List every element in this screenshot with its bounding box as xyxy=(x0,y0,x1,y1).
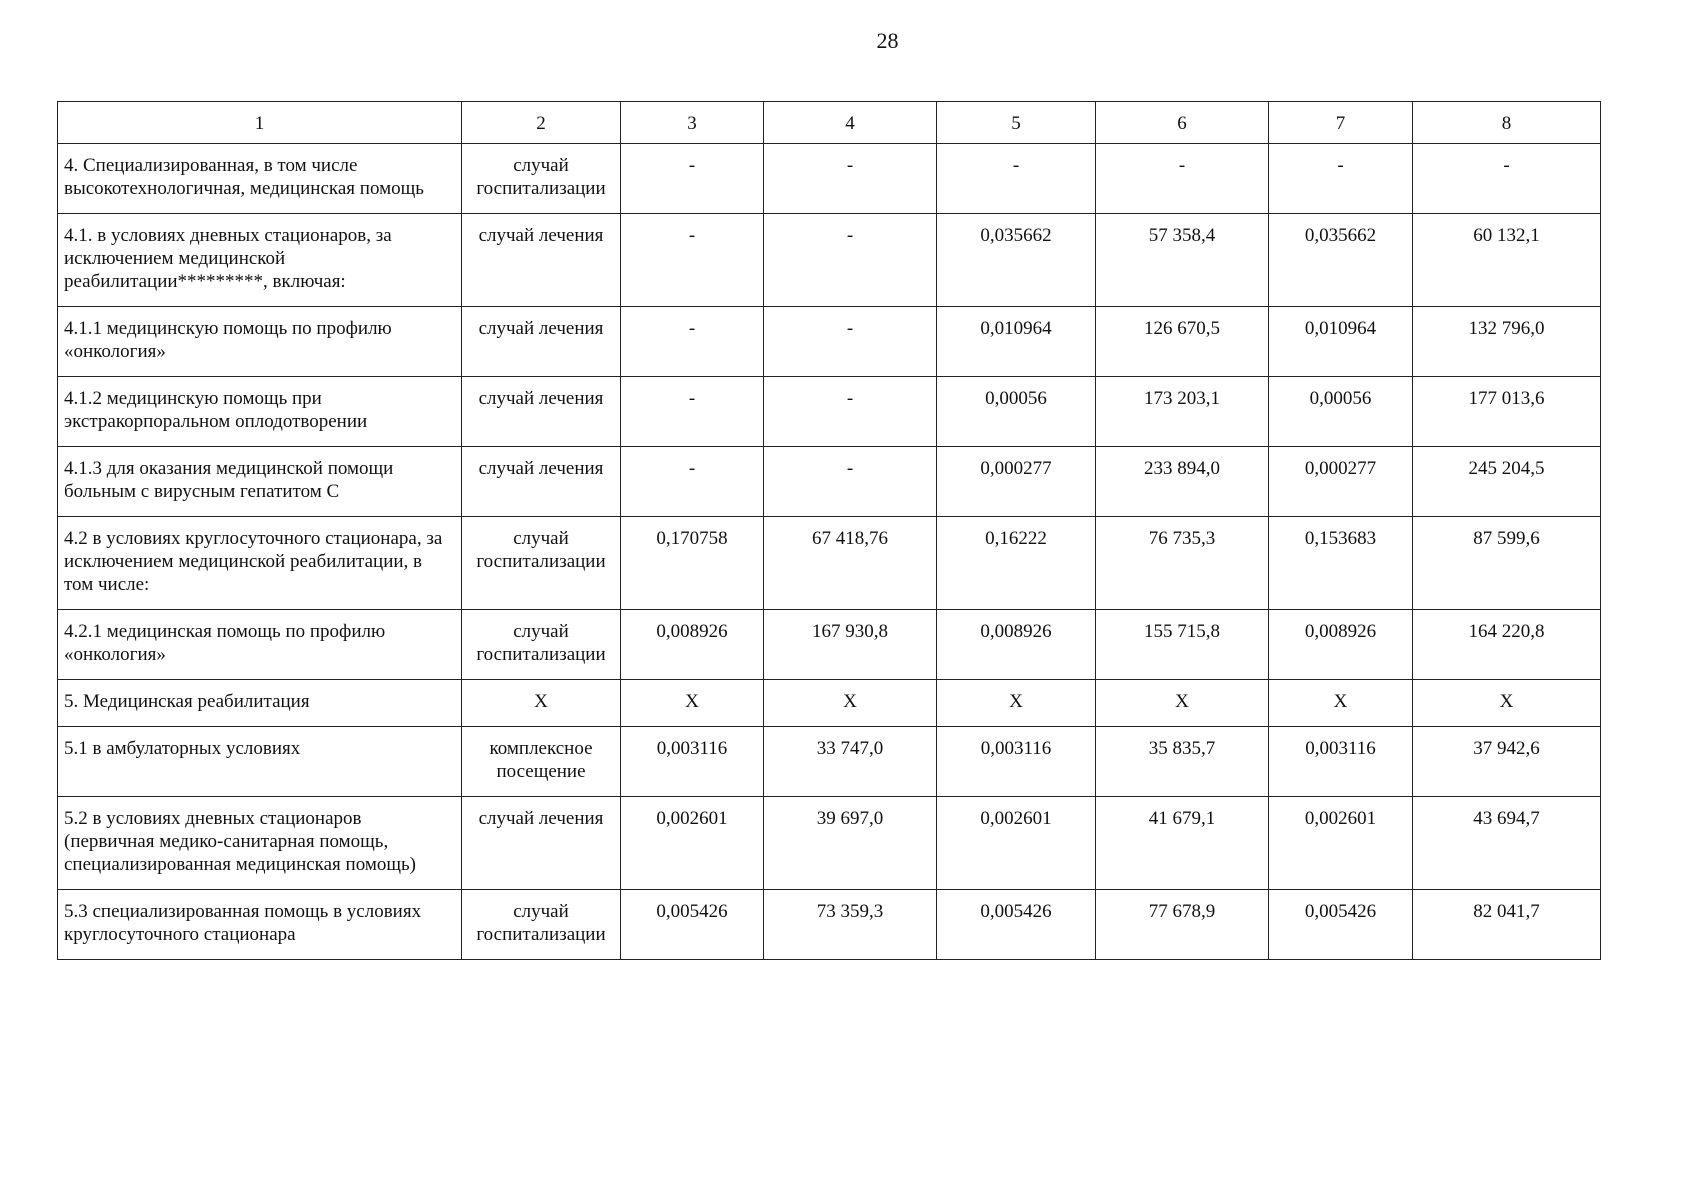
cell-value: 0,005426 xyxy=(937,890,1096,960)
cell-unit: случай госпитализации xyxy=(462,610,621,680)
table-header xyxy=(58,102,1601,144)
cell-service-type: 4. Специализированная, в том числе высокотехнологичная, медицинская помощь xyxy=(58,144,462,214)
cell-value: - xyxy=(621,377,764,447)
table-row xyxy=(58,307,1601,377)
cell-service-type: 4.2.1 медицинская помощь по профилю «онкология» xyxy=(58,610,462,680)
cell-value: - xyxy=(1413,144,1601,214)
table-row xyxy=(58,214,1601,307)
cell-service-type: 4.1.3 для оказания медицинской помощи больным с вирусным гепатитом С xyxy=(58,447,462,517)
cell-value: 132 796,0 xyxy=(1413,307,1601,377)
cell-service-type: 5.3 специализированная помощь в условиях круглосуточного стационара xyxy=(58,890,462,960)
cell-value: 37 942,6 xyxy=(1413,727,1601,797)
cell-value: - xyxy=(764,144,937,214)
cell-value: 33 747,0 xyxy=(764,727,937,797)
cell-service-type: 5. Медицинская реабилитация xyxy=(58,680,462,727)
cell-value: 0,005426 xyxy=(621,890,764,960)
cell-value: - xyxy=(764,377,937,447)
cell-service-type: 5.1 в амбулаторных условиях xyxy=(58,727,462,797)
column-header-5: 5 xyxy=(937,102,1096,144)
cell-value: 0,008926 xyxy=(937,610,1096,680)
cell-value: Х xyxy=(937,680,1096,727)
cell-unit: случай лечения xyxy=(462,377,621,447)
cell-unit: Х xyxy=(462,680,621,727)
cell-value: 39 697,0 xyxy=(764,797,937,890)
cell-value: 0,003116 xyxy=(621,727,764,797)
cell-value: 35 835,7 xyxy=(1096,727,1269,797)
cell-value: 73 359,3 xyxy=(764,890,937,960)
cell-value: Х xyxy=(621,680,764,727)
cell-value: Х xyxy=(764,680,937,727)
column-header-4: 4 xyxy=(764,102,937,144)
cell-value: - xyxy=(937,144,1096,214)
column-header-6: 6 xyxy=(1096,102,1269,144)
cell-service-type: 5.2 в условиях дневных стационаров (первичная медико-санитарная помощь, специализированная медицинская помощь) xyxy=(58,797,462,890)
cell-unit: случай лечения xyxy=(462,447,621,517)
cell-value: 57 358,4 xyxy=(1096,214,1269,307)
table-row xyxy=(58,797,1601,890)
cell-value: 41 679,1 xyxy=(1096,797,1269,890)
cell-value: Х xyxy=(1269,680,1413,727)
cell-value: - xyxy=(764,214,937,307)
cell-value: 173 203,1 xyxy=(1096,377,1269,447)
cell-value: - xyxy=(621,214,764,307)
table-row xyxy=(58,447,1601,517)
cell-value: 0,170758 xyxy=(621,517,764,610)
cell-unit: комплексное посещение xyxy=(462,727,621,797)
cell-value: 43 694,7 xyxy=(1413,797,1601,890)
cell-service-type: 4.1. в условиях дневных стационаров, за исключением медицинской реабилитации*********, включая: xyxy=(58,214,462,307)
data-table xyxy=(57,101,1601,960)
column-header-2: 2 xyxy=(462,102,621,144)
cell-value: 0,003116 xyxy=(1269,727,1413,797)
cell-value: 60 132,1 xyxy=(1413,214,1601,307)
cell-value: 0,000277 xyxy=(937,447,1096,517)
cell-value: - xyxy=(621,307,764,377)
page-number: 28 xyxy=(876,28,899,53)
cell-value: 0,002601 xyxy=(1269,797,1413,890)
table-row xyxy=(58,517,1601,610)
cell-value: 0,035662 xyxy=(1269,214,1413,307)
cell-value: 77 678,9 xyxy=(1096,890,1269,960)
cell-unit: случай лечения xyxy=(462,214,621,307)
cell-unit: случай госпитализации xyxy=(462,144,621,214)
cell-value: 164 220,8 xyxy=(1413,610,1601,680)
cell-service-type: 4.1.2 медицинскую помощь при экстракорпоральном оплодотворении xyxy=(58,377,462,447)
column-header-3: 3 xyxy=(621,102,764,144)
cell-value: 245 204,5 xyxy=(1413,447,1601,517)
table-body xyxy=(58,144,1601,960)
table-row xyxy=(58,727,1601,797)
table-row xyxy=(58,144,1601,214)
cell-value: - xyxy=(764,447,937,517)
header-row xyxy=(58,102,1601,144)
cell-value: 67 418,76 xyxy=(764,517,937,610)
cell-value: 0,153683 xyxy=(1269,517,1413,610)
cell-value: 0,035662 xyxy=(937,214,1096,307)
cell-value: - xyxy=(1269,144,1413,214)
cell-value: 0,16222 xyxy=(937,517,1096,610)
cell-value: 0,00056 xyxy=(1269,377,1413,447)
cell-value: 0,002601 xyxy=(937,797,1096,890)
table-row xyxy=(58,610,1601,680)
cell-value: 76 735,3 xyxy=(1096,517,1269,610)
cell-value: 155 715,8 xyxy=(1096,610,1269,680)
cell-value: 177 013,6 xyxy=(1413,377,1601,447)
cell-value: - xyxy=(764,307,937,377)
cell-value: 0,010964 xyxy=(937,307,1096,377)
cell-unit: случай госпитализации xyxy=(462,517,621,610)
cell-value: 0,002601 xyxy=(621,797,764,890)
cell-value: 82 041,7 xyxy=(1413,890,1601,960)
cell-value: 0,008926 xyxy=(621,610,764,680)
table-row xyxy=(58,680,1601,727)
cell-value: - xyxy=(1096,144,1269,214)
cell-value: Х xyxy=(1413,680,1601,727)
cell-value: 233 894,0 xyxy=(1096,447,1269,517)
cell-value: 0,005426 xyxy=(1269,890,1413,960)
cell-value: - xyxy=(621,144,764,214)
table-row xyxy=(58,377,1601,447)
cell-value: 126 670,5 xyxy=(1096,307,1269,377)
cell-value: 0,008926 xyxy=(1269,610,1413,680)
cell-value: 0,003116 xyxy=(937,727,1096,797)
column-header-1: 1 xyxy=(58,102,462,144)
table-row xyxy=(58,890,1601,960)
cell-value: 0,00056 xyxy=(937,377,1096,447)
cell-service-type: 4.2 в условиях круглосуточного стационара, за исключением медицинской реабилитации, в том числе: xyxy=(58,517,462,610)
cell-unit: случай лечения xyxy=(462,797,621,890)
cell-value: 87 599,6 xyxy=(1413,517,1601,610)
cell-value: 0,000277 xyxy=(1269,447,1413,517)
cell-value: 167 930,8 xyxy=(764,610,937,680)
cell-unit: случай госпитализации xyxy=(462,890,621,960)
cell-unit: случай лечения xyxy=(462,307,621,377)
cell-value: - xyxy=(621,447,764,517)
column-header-8: 8 xyxy=(1413,102,1601,144)
column-header-7: 7 xyxy=(1269,102,1413,144)
cell-value: 0,010964 xyxy=(1269,307,1413,377)
cell-value: Х xyxy=(1096,680,1269,727)
cell-service-type: 4.1.1 медицинскую помощь по профилю «онкология» xyxy=(58,307,462,377)
